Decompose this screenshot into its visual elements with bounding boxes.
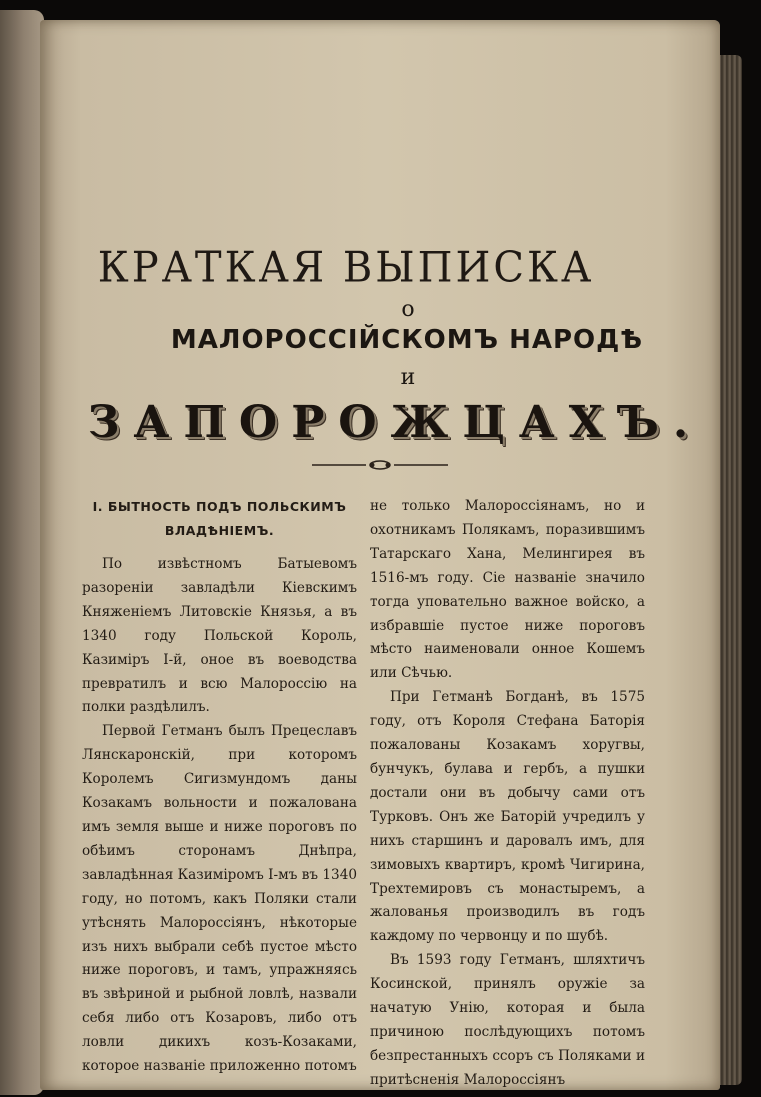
left-text-column bbox=[82, 495, 357, 1079]
paragraph: По извѣстномъ Батыевомъ разореніи завладѣли Кіевскимъ Княженіемъ Литовскіе Князья, а въ 1340 году Польской Король, Казиміръ I-й, оное въ воеводства превратилъ и всю Малороссію на полки раздѣлилъ. bbox=[82, 556, 357, 716]
title-line-1: КРАТКАЯ ВЫПИСКА bbox=[97, 243, 595, 293]
title-connector-o: о bbox=[401, 297, 415, 322]
section-heading: I. БЫТНОСТЬ ПОДЪ ПОЛЬСКИМЪ ВЛАДѢНІЕМЪ. bbox=[92, 499, 347, 538]
paragraph: Первой Гетманъ былъ Прецеславъ Лянскаронскій, при которомъ Королемъ Сигизмундомъ даны Козакамъ вольности и пожалована имъ земля выше и ниже пороговъ по обѣимъ сторонамъ Днѣпра, завладѣнная Казиміромъ I-мъ въ 1340 году, но потомъ, какъ Поляки стали утѣснять Малороссіянъ, нѣкоторые изъ нихъ выбрали себѣ пустое мѣсто ниже пороговъ, и тамъ, упражняясь въ звѣриной и рыбной ловлѣ, назвали себя либо отъ Козаровъ, либо отъ ловли дикихъ козъ-Козаками, которое названіе приложенно потомъ bbox=[82, 723, 357, 1075]
title-line-3: ЗАПОРОЖЦАХЪ. bbox=[87, 397, 703, 448]
title-line-2: МАЛОРОССІЙСКОМЪ НАРОДѢ bbox=[170, 325, 644, 355]
decorative-rule-icon bbox=[310, 458, 450, 472]
title-connector-i: и bbox=[400, 365, 416, 390]
paragraph: Въ 1593 году Гетманъ, шляхтичъ Косинской, принялъ оружіе за начатую Унію, которая и была причиною послѣдующихъ потомъ безпрестанныхъ ссоръ съ Поляками и притѣсненія Малороссіянъ bbox=[370, 952, 645, 1088]
right-text-column bbox=[370, 495, 645, 1093]
paragraph: При Гетманѣ Богданѣ, въ 1575 году, отъ Короля Стефана Баторія пожалованы Козакамъ хоругвы, бунчукъ, булава и гербъ, а пушки достали они въ добычу сами отъ Турковъ. Онъ же Баторій учредилъ у нихъ старшинъ и даровалъ имъ, для зимовыхъ квартиръ, кромѣ Чигирина, Трехтемировъ съ монастыремъ, а жалованья производилъ въ годъ каждому по червонцу и по шубѣ. bbox=[370, 689, 645, 945]
paragraph: не только Малороссіянамъ, но и охотникамъ Полякамъ, поразившимъ Татарскаго Хана, Мелингирея въ 1516-мъ году. Сіе названіе значило тогда уповательно важное войско, а избравшіе пустое ниже пороговъ мѣсто наименовали онное Кошемъ или Сѣчью. bbox=[370, 498, 645, 682]
left-page-edge bbox=[0, 10, 44, 1095]
